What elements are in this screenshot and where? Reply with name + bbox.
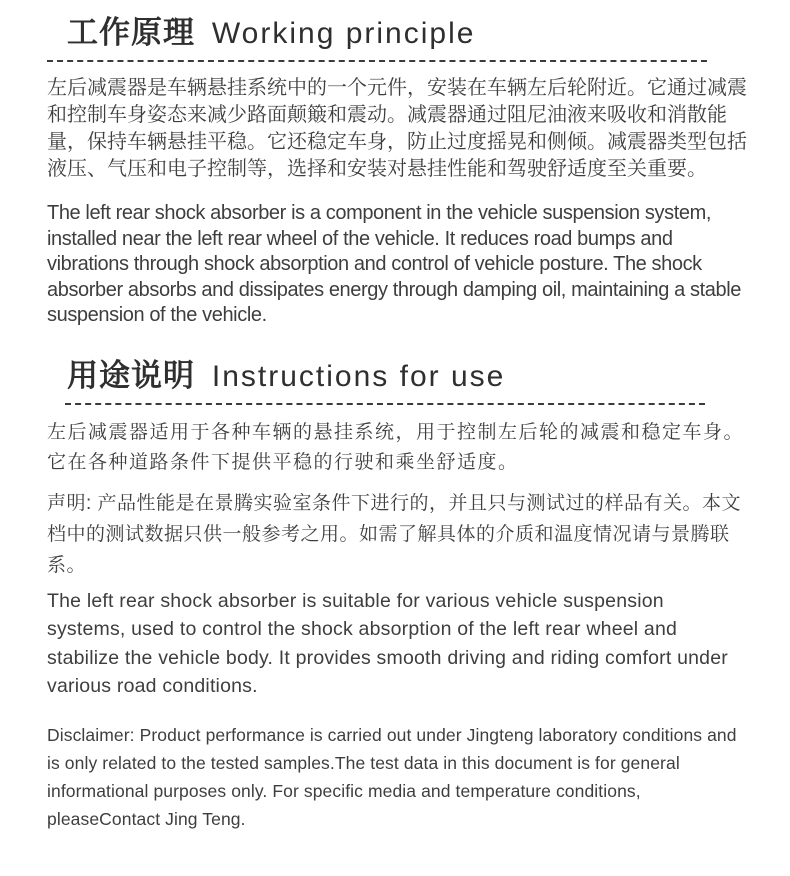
statement-paragraph-zh: 声明: 产品性能是在景腾实验室条件下进行的，并且只与测试过的样品有关。本文档中的测试数据只供一般参考之用。如需了解具体的介质和温度情况请与景腾联系。	[47, 492, 742, 576]
section-instructions-for-use	[47, 357, 745, 833]
instructions-heading	[47, 357, 745, 395]
instructions-paragraph-en: The left rear shock absorber is suitable for various vehicle suspension systems, used to control the shock absorption of the left rear wheel and stabilize the vehicle body. It provides smooth driving and riding comfort under various road conditions.	[47, 589, 728, 697]
dashed-divider	[47, 60, 707, 62]
instructions-heading-zh: 用途说明	[67, 357, 195, 393]
disclaimer-paragraph-en: Disclaimer: Product performance is carried out under Jingteng laboratory conditions and is only related to the tested samples.The test data in this document is for general informational purposes only. For specific media and temperature conditions, pleaseContact Jing Teng.	[47, 724, 737, 829]
instructions-paragraph-zh: 左后减震器适用于各种车辆的悬挂系统，用于控制左后轮的减震和稳定车身。它在各种道路条件下提供平稳的行驶和乘坐舒适度。	[47, 421, 745, 473]
section-working-principle	[47, 14, 745, 329]
working-principle-paragraph-en: The left rear shock absorber is a component in the vehicle suspension system, installed near the left rear wheel of the vehicle. It reduces road bumps and vibrations through shock absorption and control of vehicle posture. The shock absorber absorbs and dissipates energy through damping oil, maintaining a stable suspension of the vehicle.	[47, 202, 742, 326]
working-principle-heading	[47, 14, 745, 52]
dashed-divider	[65, 403, 705, 405]
working-principle-paragraph-zh: 左后减震器是车辆悬挂系统中的一个元件，安装在车辆左后轮附近。它通过减震和控制车身姿态来减少路面颠簸和震动。减震器通过阻尼油液来吸收和消散能量，保持车辆悬挂平稳。它还稳定车身，防止过度摇晃和侧倾。减震器类型包括液压、气压和电子控制等，选择和安装对悬挂性能和驾驶舒适度至关重要。	[47, 77, 747, 180]
working-principle-heading-zh: 工作原理	[67, 15, 195, 50]
working-principle-heading-en: Working principle	[211, 17, 476, 50]
instructions-heading-en: Instructions for use	[211, 359, 506, 393]
